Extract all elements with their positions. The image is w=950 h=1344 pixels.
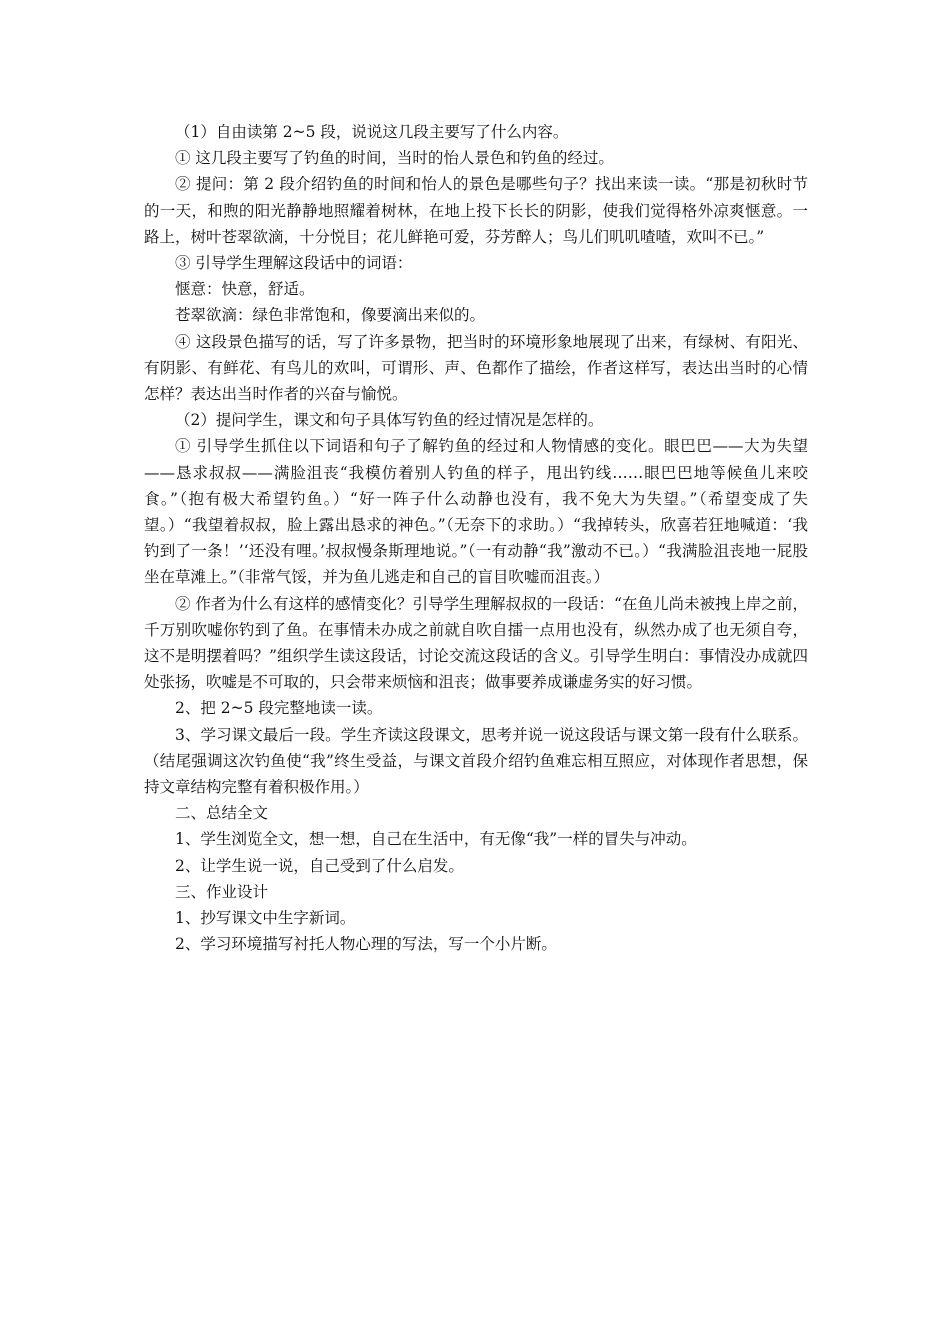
paragraph-fishing-process: ① 引导学生抓住以下词语和句子了解钓鱼的经过和人物情感的变化。眼巴巴——大为失望——恳求叔叔——满脸沮丧“我模仿着别人钓鱼的样子，甩出钓线……眼巴巴地等候鱼儿来咬食。”（抱有极大希望钓鱼。）“好一阵子什么动静也没有，我不免大为失望。”（希望变成了失望。）“我望着叔叔，脸上露出恳求的神色。”（无奈下的求助。）“我掉转头，欣喜若狂地喊道：‘我钓到了一条！’‘还没有哩。’叔叔慢条斯理地说。”（一有动静“我”激动不已。）“我满脸沮丧地一屁股坐在草滩上。”（非常气馁，并为鱼儿逃走和自己的盲目吹嘘而沮丧。） (144, 437, 808, 587)
paragraph-last-section: 3、学习课文最后一段。学生齐读这段课文，思考并说一说这段话与课文第一段有什么联系。（结尾强调这次钓鱼使“我”终生受益，与课文首段介绍钓鱼难忘相互照应，对体现作者思想，保持文章结构完整有着积极作用。） (144, 725, 808, 797)
paragraph-word-definition: 苍翠欲滴：绿色非常饱和，像要滴出来似的。 (175, 306, 486, 325)
paragraph-point-1: ① 这几段主要写了钓鱼的时间，当时的怡人景色和钓鱼的经过。 (175, 149, 614, 168)
paragraph-emotion-change: ② 作者为什么有这样的感情变化？引导学生理解叔叔的一段话：“在鱼儿尚未被拽上岸之前，千万别吹嘘你钓到了鱼。在事情未办成之前就自吹自擂一点用也没有，纵然办成了也无须自夸，这不是明摆着吗？”组织学生读这段话，讨论交流这段话的含义。引导学生明白：事情没办成就四处张扬，吹嘘是不可取的，只会带来烦恼和沮丧；做事要养成谦虚务实的好习惯。 (144, 594, 808, 692)
section-heading-summary: 二、总结全文 (175, 804, 269, 823)
paragraph-read-again: 2、把 2~5 段完整地读一读。 (175, 699, 383, 718)
paragraph-summary-1: 1、学生浏览全文，想一想，自己在生活中，有无像“我”一样的冒失与冲动。 (175, 830, 697, 849)
document-body (144, 119, 808, 958)
paragraph-homework-1: 1、抄写课文中生字新词。 (175, 909, 356, 928)
paragraph-point-4: ④ 这段景色描写的话，写了许多景物，把当时的环境形象地展现了出来，有绿树、有阳光、有阴影、有鲜花、有鸟儿的欢叫，可谓形、声、色都作了描绘，作者这样写，表达出当时的心情怎样？表达出当时作者的兴奋与愉悦。 (144, 332, 808, 404)
paragraph-point-3: ③ 引导学生理解这段话中的词语： (175, 254, 413, 273)
paragraph-summary-2: 2、让学生说一说，自己受到了什么启发。 (175, 856, 464, 875)
paragraph-word-definition: 惬意：快意，舒适。 (175, 280, 315, 299)
paragraph-point-2: ② 提问：第 2 段介绍钓鱼的时间和怡人的景色是哪些句子？找出来读一读。“那是初秋时节的一天，和煦的阳光静静地照耀着树林，在地上投下长长的阴影，使我们觉得格外凉爽惬意。一路上，树叶苍翠欲滴，十分悦目；花儿鲜艳可爱，芬芳醉人；鸟儿们叽叽喳喳，欢叫不已。” (144, 175, 808, 246)
paragraph-task-1: （1）自由读第 2~5 段，说说这几段主要写了什么内容。 (175, 123, 569, 141)
section-heading-homework: 三、作业设计 (175, 882, 269, 901)
paragraph-task-2: （2）提问学生，课文和句子具体写钓鱼的经过情况是怎样的。 (175, 411, 604, 430)
paragraph-homework-2: 2、学习环境描写衬托人物心理的写法，写一个小片断。 (175, 935, 557, 954)
